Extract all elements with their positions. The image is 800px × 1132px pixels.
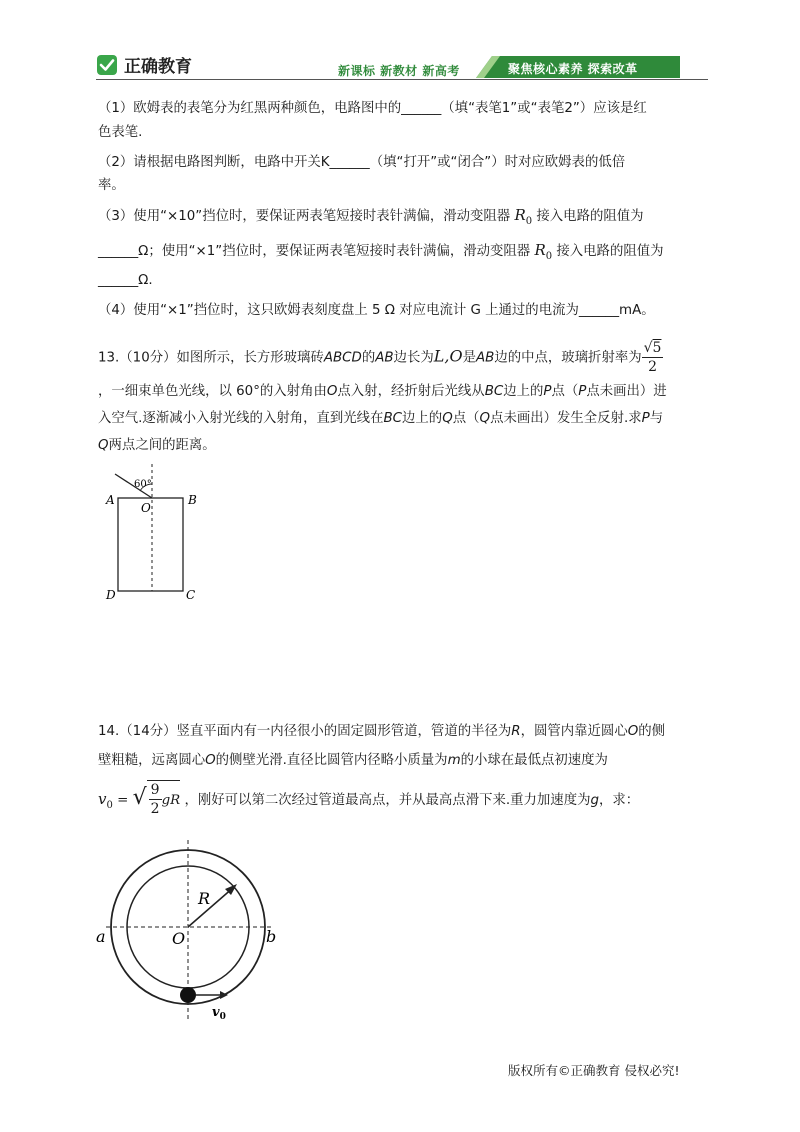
label-D: D xyxy=(106,588,116,602)
slogan-left: 新课标 新教材 新高考 xyxy=(338,64,460,78)
footer-copyright: 版权所有©正确教育 侵权必究! xyxy=(508,1063,680,1078)
checkmark-icon xyxy=(96,54,118,76)
radius-line xyxy=(188,887,234,927)
label-O: O xyxy=(172,929,186,948)
q12-part4: （4）使用“×1”挡位时，这只欧姆表刻度盘上 5 Ω 对应电流计 G 上通过的电流为______mA。 xyxy=(98,303,655,318)
r0-symbol: $R_0$ xyxy=(514,206,533,227)
q14-line3: $v_0$ = √ $\frac{9}{2}$ gR ，刚好可以第二次经过管道最高点，并从最高点滑下来.重力加速度为g，求： xyxy=(98,778,700,826)
q14-line2: 壁粗糙，远离圆心O的侧壁光滑.直径比圆管内径略小质量为m的小球在最低点初速度为 xyxy=(98,753,608,768)
refractive-index-fraction: $\frac{√5}{2}$ xyxy=(643,340,662,375)
label-R: R xyxy=(198,889,211,908)
label-v0: $v_0$ xyxy=(212,1005,226,1022)
velocity-arrowhead xyxy=(220,991,228,999)
brand-logo xyxy=(96,52,192,77)
ball xyxy=(180,987,196,1003)
angle-label: 60° xyxy=(134,479,152,490)
q12-part2-cont: 率。 xyxy=(98,178,125,193)
circular-tube-diagram xyxy=(94,840,294,1032)
glass-brick-diagram xyxy=(100,462,210,602)
brand-name: 正确教育 xyxy=(124,57,192,77)
label-A: A xyxy=(106,493,115,507)
q12-part2: （2）请根据电路图判断，电路中开关K______（填“打开”或“闭合”）时对应欧姆表的低倍 xyxy=(98,155,626,170)
label-O: O xyxy=(141,501,151,515)
q13-line3: 入空气.逐渐减小入射光线的入射角，直到光线在BC边上的Q点（Q点未画出）发生全反射.求P与 xyxy=(98,411,664,426)
q12-part3: （3）使用“×10”挡位时，要保证两表笔短接时表针满偏，滑动变阻器 $R_0$ 接入电路的阻值为 xyxy=(98,206,644,227)
label-b: b xyxy=(266,927,277,946)
label-a: a xyxy=(96,927,106,946)
r0-symbol: $R_0$ xyxy=(534,241,553,262)
q13-line1: 13.（10分）如图所示，长方形玻璃砖ABCD的AB边长为L,O是AB边的中点，玻璃折射率为 $\frac{√5}{2}$ xyxy=(98,340,662,375)
q12-part1: （1）欧姆表的表笔分为红黑两种颜色，电路图中的______（填“表笔1”或“表笔2”）应该是红 xyxy=(98,101,647,116)
q12-part1-cont: 色表笔. xyxy=(98,125,143,140)
header-divider xyxy=(96,79,708,80)
slogan-right: 聚焦核心素养 探索改革 xyxy=(508,62,638,76)
v0-symbol: $v_0$ xyxy=(98,790,113,811)
label-B: B xyxy=(188,493,197,507)
q12-part3-line3: ______Ω. xyxy=(98,273,153,288)
q13-line2: ，一细束单色光线，以 60°的入射角由O点入射，经折射后光线从BC边上的P点（P点未画出）进 xyxy=(98,384,667,399)
label-C: C xyxy=(186,588,196,602)
q13-line4: Q两点之间的距离。 xyxy=(98,438,216,453)
q14-line1: 14.（14分）竖直平面内有一内径很小的固定圆形管道，管道的半径为R，圆管内靠近圆心O的侧 xyxy=(98,724,666,739)
q12-part3-line2: ______Ω；使用“×1”挡位时，要保证两表笔短接时表针满偏，滑动变阻器 $R_0$ 接入电路的阻值为 xyxy=(98,241,664,262)
